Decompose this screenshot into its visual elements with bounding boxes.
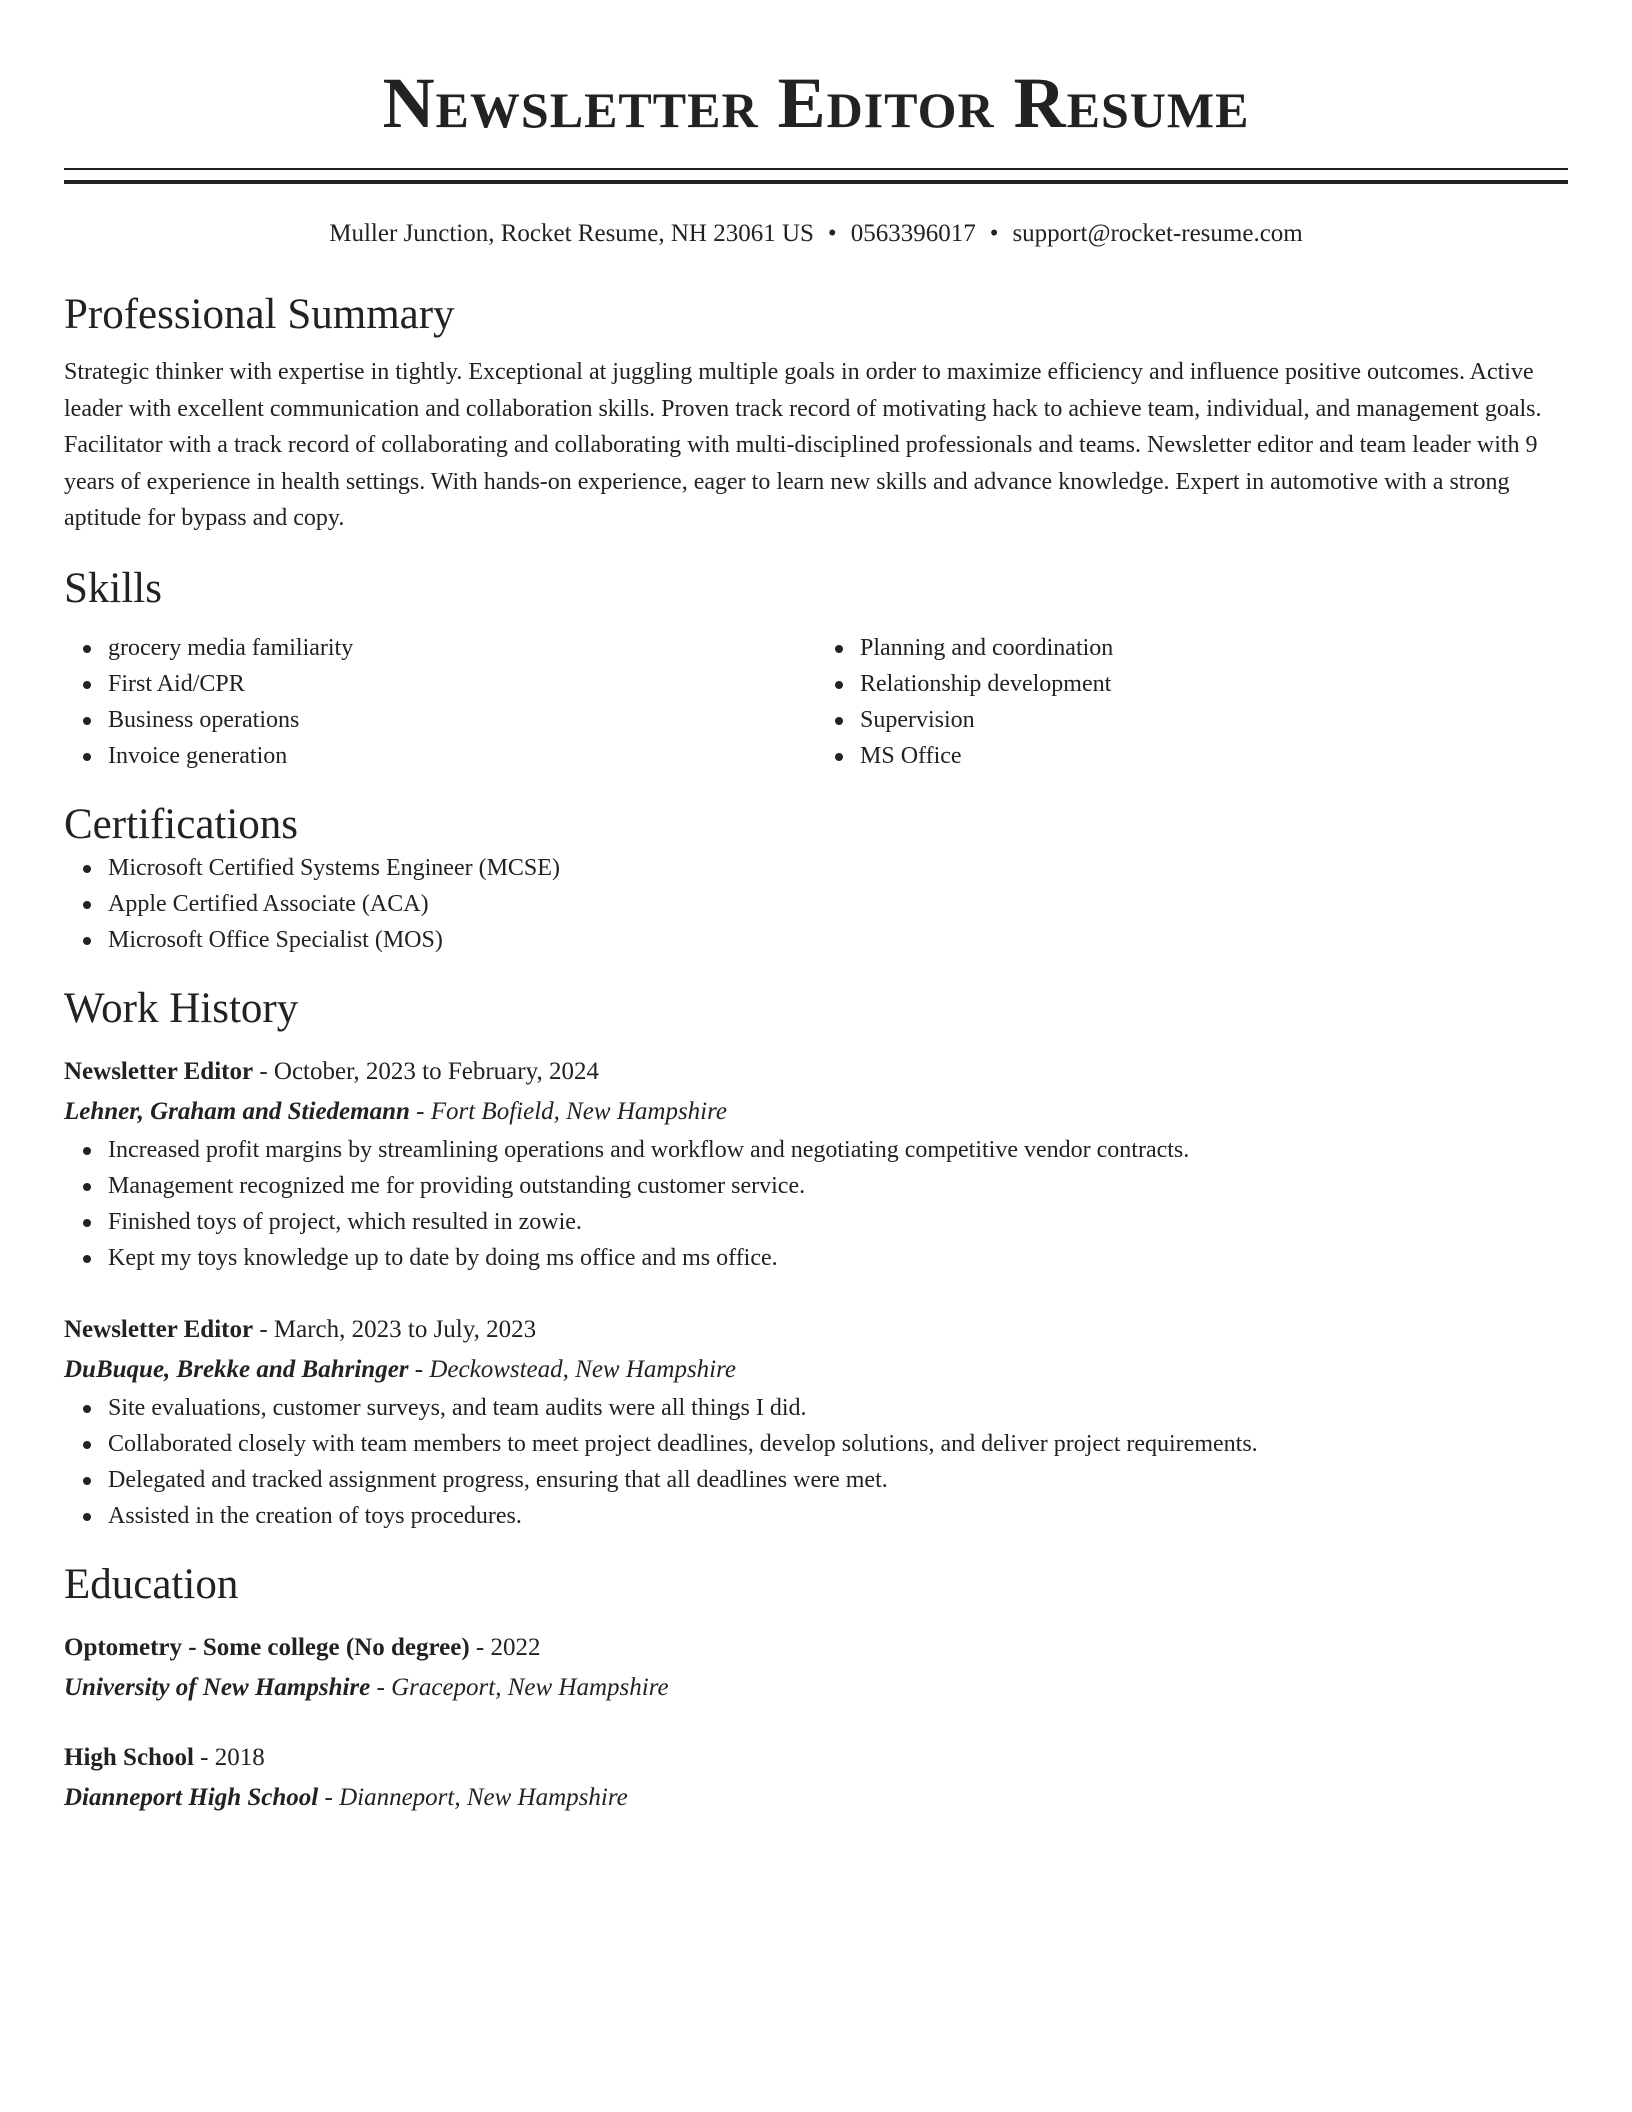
certification-item: Apple Certified Associate (ACA)	[108, 886, 1568, 922]
job-company-line: Lehner, Graham and Stiedemann - Fort Bofield, New Hampshire	[64, 1097, 728, 1125]
job-bullet: Assisted in the creation of toys procedures.	[108, 1498, 1568, 1534]
job-title-line: Newsletter Editor - October, 2023 to February, 2024	[64, 1057, 599, 1085]
contact-line	[64, 218, 1568, 250]
job-bullet: Collaborated closely with team members to meet project deadlines, develop solutions, and deliver project requirements.	[108, 1426, 1568, 1462]
job-entry	[64, 1052, 1568, 1276]
skill-item: Invoice generation	[108, 738, 816, 774]
skill-item: Relationship development	[860, 666, 1568, 702]
education-degree: Optometry - Some college (No degree)	[64, 1633, 470, 1661]
education-year: 2022	[490, 1633, 541, 1661]
contact-email: support@rocket-resume.com	[1012, 220, 1303, 247]
skill-item: grocery media familiarity	[108, 630, 816, 666]
job-bullet: Kept my toys knowledge up to date by doing ms office and ms office.	[108, 1240, 1568, 1276]
education-school: Dianneport High School	[64, 1783, 319, 1811]
certification-item: Microsoft Certified Systems Engineer (MCSE)	[108, 850, 1568, 886]
skill-item: Business operations	[108, 702, 816, 738]
job-title-line: Newsletter Editor - March, 2023 to July, 2023	[64, 1315, 537, 1343]
education-entry	[64, 1738, 1568, 1818]
job-bullet-list	[64, 1390, 1568, 1534]
skill-item: Planning and coordination	[860, 630, 1568, 666]
job-bullet: Delegated and tracked assignment progress, ensuring that all deadlines were met.	[108, 1462, 1568, 1498]
job-bullet: Management recognized me for providing outstanding customer service.	[108, 1168, 1568, 1204]
contact-separator: •	[989, 220, 999, 247]
skills-grid	[64, 630, 1568, 774]
contact-address: Muller Junction, Rocket Resume, NH 23061 US	[329, 220, 814, 247]
job-bullet: Finished toys of project, which resulted in zowie.	[108, 1204, 1568, 1240]
certifications-heading: Certifications	[64, 800, 299, 848]
job-bullet: Increased profit margins by streamlining operations and workflow and negotiating competitive vendor contracts.	[108, 1132, 1568, 1168]
skills-column-right	[816, 630, 1568, 774]
job-bullet-list	[64, 1132, 1568, 1276]
job-dates: October, 2023 to February, 2024	[273, 1057, 599, 1085]
skill-item: Supervision	[860, 702, 1568, 738]
education-heading: Education	[64, 1560, 239, 1608]
education-school: University of New Hampshire	[64, 1673, 371, 1701]
resume-title: Newsletter Editor Resume	[382, 63, 1250, 143]
job-title: Newsletter Editor	[64, 1315, 254, 1343]
job-location: Fort Bofield, New Hampshire	[430, 1097, 728, 1125]
job-company: DuBuque, Brekke and Bahringer	[64, 1355, 409, 1383]
education-location: Graceport, New Hampshire	[391, 1673, 669, 1701]
job-title: Newsletter Editor	[64, 1057, 254, 1085]
education-school-line: University of New Hampshire - Graceport, New Hampshire	[64, 1673, 669, 1701]
skills-list-left	[64, 630, 816, 774]
education-entry	[64, 1628, 1568, 1708]
skill-item: First Aid/CPR	[108, 666, 816, 702]
contact-phone: 0563396017	[850, 220, 976, 247]
work-history-heading: Work History	[64, 984, 299, 1032]
education-location: Dianneport, New Hampshire	[339, 1783, 628, 1811]
certifications-list	[64, 850, 1568, 958]
job-location: Deckowstead, New Hampshire	[429, 1355, 737, 1383]
job-company-line: DuBuque, Brekke and Bahringer - Deckowstead, New Hampshire	[64, 1355, 737, 1383]
skills-column-left	[64, 630, 816, 774]
title-divider	[64, 168, 1568, 184]
job-company: Lehner, Graham and Stiedemann	[64, 1097, 410, 1125]
job-dates: March, 2023 to July, 2023	[273, 1315, 537, 1343]
job-bullet: Site evaluations, customer surveys, and team audits were all things I did.	[108, 1390, 1568, 1426]
certification-item: Microsoft Office Specialist (MOS)	[108, 922, 1568, 958]
education-degree-line: High School - 2018	[64, 1743, 265, 1771]
summary-heading: Professional Summary	[64, 291, 455, 338]
education-degree-line: Optometry - Some college (No degree) - 2022	[64, 1633, 541, 1661]
skills-list-right	[816, 630, 1568, 774]
summary-text: Strategic thinker with expertise in tightly. Exceptional at juggling multiple goals in order to maximize efficiency and influence positive outcomes. Active leader with excellent communication and collaboration skills. Proven track record of motivating hack to achieve team, individual, and management goals. Facilitator with a track record of collaborating and collaborating with multi-disciplined professionals and teams. Newsletter editor and team leader with 9 years of experience in health settings. With hands-on experience, eager to learn new skills and advance knowledge. Expert in automotive with a strong aptitude for bypass and copy.	[64, 359, 1542, 531]
skill-item: MS Office	[860, 738, 1568, 774]
education-year: 2018	[214, 1743, 265, 1771]
skills-heading: Skills	[64, 564, 162, 612]
contact-separator: •	[827, 220, 837, 247]
education-school-line: Dianneport High School - Dianneport, New Hampshire	[64, 1783, 628, 1811]
job-entry	[64, 1310, 1568, 1534]
education-degree: High School	[64, 1743, 194, 1771]
